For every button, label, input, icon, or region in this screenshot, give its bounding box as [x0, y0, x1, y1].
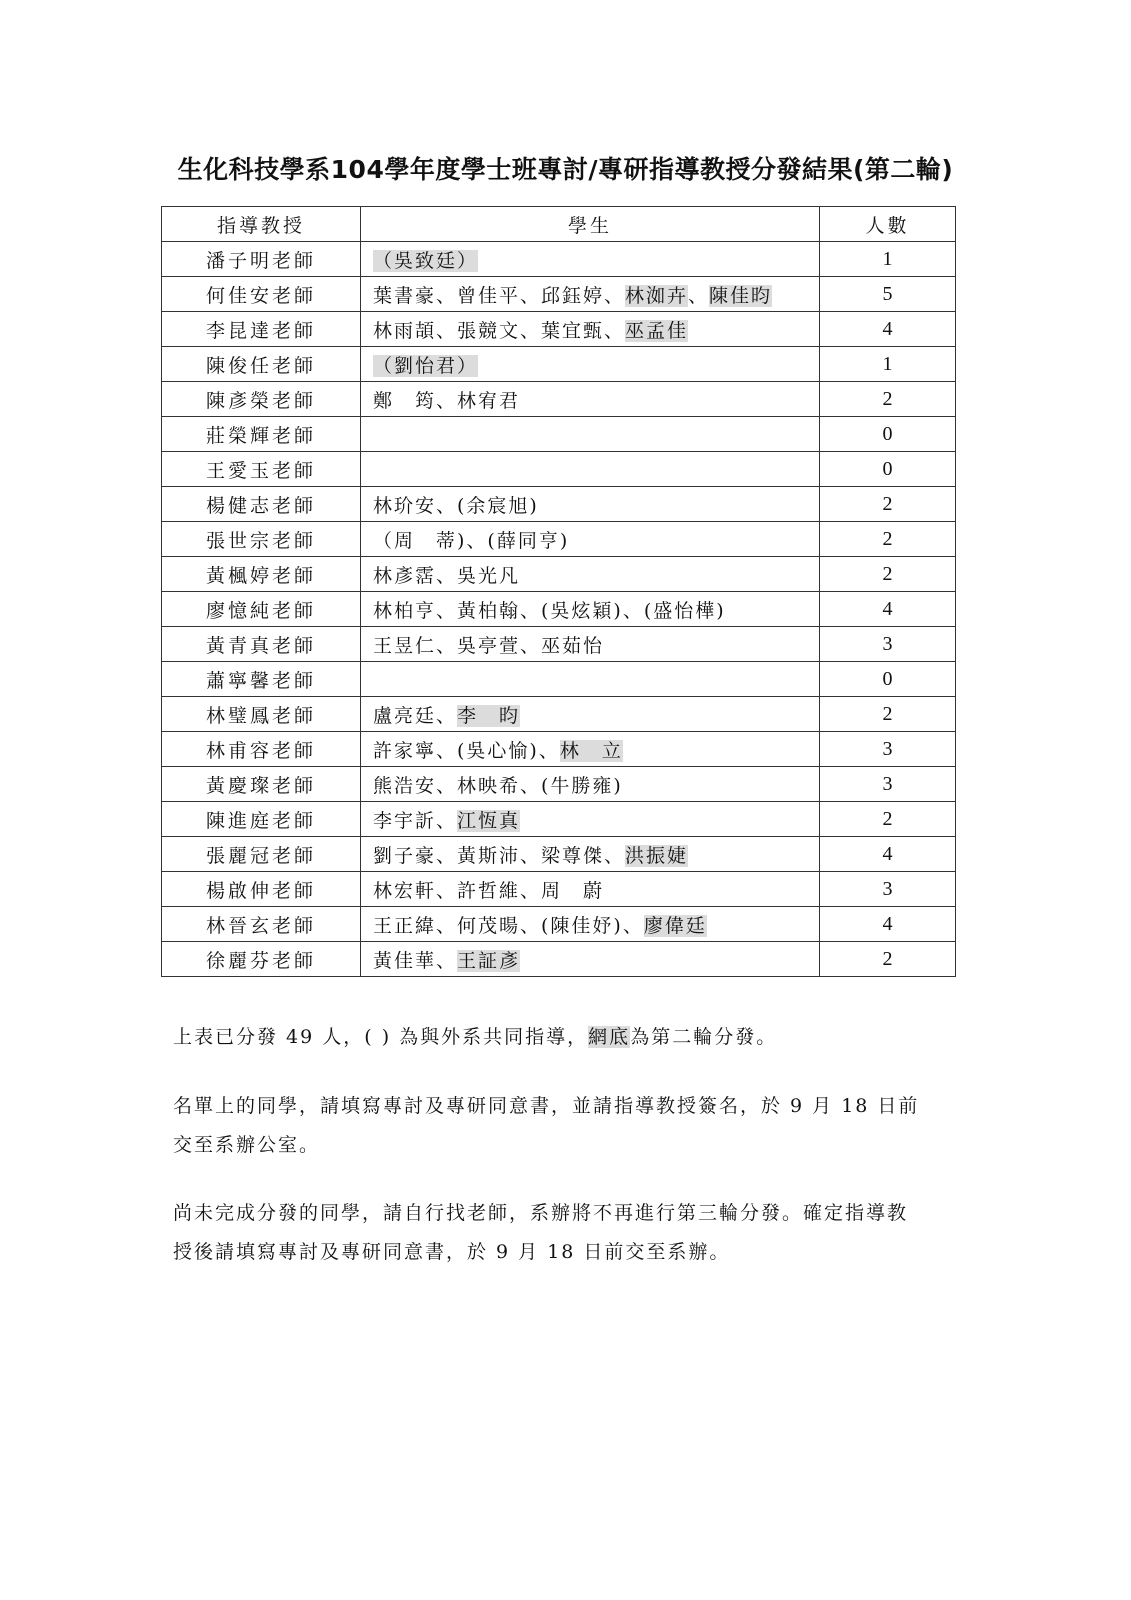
note-allocation-summary [173, 1018, 963, 1057]
student-count: 0 [820, 452, 956, 487]
header-students: 學生 [361, 207, 820, 242]
table-row [162, 382, 956, 417]
student-list [361, 452, 820, 487]
table-row [162, 312, 956, 347]
page-title: 生化科技學系104學年度學士班專討/專研指導教授分發結果(第二輪) [177, 155, 954, 184]
student-names: 李宇訢、 [373, 809, 458, 832]
note3-line1: 尚未完成分發的同學，請自行找老師，系辦將不再進行第三輪分發。確定指導教 [173, 1202, 909, 1224]
teacher-name: 林晉玄老師 [162, 907, 361, 942]
student-count: 2 [820, 382, 956, 417]
teacher-name: 莊榮輝老師 [162, 417, 361, 452]
student-name-highlighted: （劉怡君） [373, 354, 479, 377]
teacher-name: 黃青真老師 [162, 627, 361, 662]
student-names: 王正緯、何茂暘、(陳佳妤)、 [373, 914, 644, 937]
student-count: 2 [820, 557, 956, 592]
student-name-highlighted: 王証彥 [457, 949, 521, 972]
student-name-highlighted: 巫孟佳 [625, 319, 689, 342]
header-teacher: 指導教授 [162, 207, 361, 242]
student-names: 劉子豪、黃斯沛、梁尊傑、 [373, 844, 626, 867]
table-row [162, 837, 956, 872]
teacher-name: 張世宗老師 [162, 522, 361, 557]
table-row [162, 872, 956, 907]
student-list [361, 627, 820, 662]
table-row [162, 487, 956, 522]
student-names: 林宏軒、許哲維、周 蔚 [373, 879, 605, 902]
student-names: 許家寧、(吳心愉)、 [373, 739, 560, 762]
table-row [162, 417, 956, 452]
table-row [162, 767, 956, 802]
teacher-name: 林甫容老師 [162, 732, 361, 767]
student-count: 2 [820, 487, 956, 522]
student-count: 1 [820, 242, 956, 277]
table-row [162, 662, 956, 697]
student-count: 0 [820, 662, 956, 697]
teacher-name: 陳俊任老師 [162, 347, 361, 382]
table-row [162, 347, 956, 382]
table-row [162, 592, 956, 627]
student-name-highlighted: 江恆真 [457, 809, 521, 832]
student-count: 3 [820, 732, 956, 767]
table-row [162, 557, 956, 592]
student-list [361, 942, 820, 977]
student-list [361, 732, 820, 767]
teacher-name: 林璧鳳老師 [162, 697, 361, 732]
student-names: 黃佳華、 [373, 949, 458, 972]
table-body [162, 242, 956, 977]
student-name-highlighted: 林 立 [559, 739, 623, 762]
student-name-highlighted: 陳佳昀 [709, 284, 773, 307]
teacher-name: 楊健志老師 [162, 487, 361, 522]
student-name-highlighted: 廖偉廷 [643, 914, 707, 937]
student-list [361, 312, 820, 347]
table-row [162, 732, 956, 767]
table-row [162, 277, 956, 312]
student-names: 鄭 筠、林宥君 [373, 389, 521, 412]
student-count: 1 [820, 347, 956, 382]
student-list [361, 417, 820, 452]
student-name-highlighted: 林洳卉 [625, 284, 689, 307]
note2-line2: 交至系辦公室。 [173, 1134, 321, 1156]
student-names: 林雨頡、張競文、葉宜甄、 [373, 319, 626, 342]
teacher-name: 陳彥榮老師 [162, 382, 361, 417]
student-list [361, 767, 820, 802]
note-unassigned-students [173, 1194, 963, 1272]
table-row [162, 522, 956, 557]
student-list [361, 522, 820, 557]
student-names: 葉書豪、曾佳平、邱鈺婷、 [373, 284, 626, 307]
teacher-name: 潘子明老師 [162, 242, 361, 277]
student-name-highlighted: （吳致廷） [373, 249, 479, 272]
student-names: 王昱仁、吳亭萱、巫茹怡 [373, 634, 605, 657]
teacher-name: 蕭寧馨老師 [162, 662, 361, 697]
teacher-name: 黃慶璨老師 [162, 767, 361, 802]
table-row [162, 627, 956, 662]
teacher-name: 黃楓婷老師 [162, 557, 361, 592]
student-list [361, 382, 820, 417]
student-list [361, 872, 820, 907]
student-count: 5 [820, 277, 956, 312]
student-names: 林柏亨、黃柏翰、(吳炫穎)、(盛怡樺) [373, 599, 726, 622]
note2-line1: 名單上的同學，請填寫專討及專研同意書，並請指導教授簽名，於 9 月 18 日前 [173, 1095, 920, 1117]
student-names: 林彥霑、吳光凡 [373, 564, 521, 587]
student-count: 2 [820, 802, 956, 837]
header-count: 人數 [820, 207, 956, 242]
student-list [361, 662, 820, 697]
student-count: 2 [820, 942, 956, 977]
teacher-name: 何佳安老師 [162, 277, 361, 312]
teacher-name: 徐麗芬老師 [162, 942, 361, 977]
student-count: 2 [820, 522, 956, 557]
student-count: 4 [820, 837, 956, 872]
student-list [361, 347, 820, 382]
student-list [361, 242, 820, 277]
teacher-name: 張麗冠老師 [162, 837, 361, 872]
teacher-name: 廖憶純老師 [162, 592, 361, 627]
teacher-name: 王愛玉老師 [162, 452, 361, 487]
table-row [162, 697, 956, 732]
student-count: 4 [820, 592, 956, 627]
note1-text-b: 為第二輪分發。 [630, 1026, 778, 1048]
student-names: 盧亮廷、 [373, 704, 458, 727]
table-row [162, 802, 956, 837]
student-count: 4 [820, 907, 956, 942]
teacher-name: 李昆達老師 [162, 312, 361, 347]
student-list [361, 487, 820, 522]
student-count: 4 [820, 312, 956, 347]
student-count: 3 [820, 627, 956, 662]
student-list [361, 837, 820, 872]
student-count: 2 [820, 697, 956, 732]
student-list [361, 802, 820, 837]
student-names: 熊浩安、林映希、(牛勝雍) [373, 774, 623, 797]
student-list [361, 277, 820, 312]
student-name-highlighted: 洪振婕 [625, 844, 689, 867]
student-list [361, 907, 820, 942]
table-header-row [162, 207, 956, 242]
table-row [162, 942, 956, 977]
student-list [361, 592, 820, 627]
student-count: 3 [820, 767, 956, 802]
student-count: 3 [820, 872, 956, 907]
student-list [361, 557, 820, 592]
assignment-table [161, 206, 956, 977]
table-row [162, 242, 956, 277]
note1-highlight-word: 網底 [588, 1026, 631, 1048]
note3-line2: 授後請填寫專討及專研同意書，於 9 月 18 日前交至系辦。 [173, 1241, 731, 1263]
student-names: （周 蒂)、(薛同亨) [373, 529, 570, 552]
student-names: 林玠安、(余宸旭) [373, 494, 539, 517]
student-list [361, 697, 820, 732]
table-row [162, 452, 956, 487]
student-names: 、 [688, 284, 710, 307]
student-count: 0 [820, 417, 956, 452]
table-row [162, 907, 956, 942]
student-name-highlighted: 李 昀 [457, 704, 521, 727]
note-consent-form [173, 1087, 963, 1165]
note1-text-a: 上表已分發 49 人，( ) 為與外系共同指導， [173, 1026, 589, 1048]
teacher-name: 陳進庭老師 [162, 802, 361, 837]
teacher-name: 楊啟伸老師 [162, 872, 361, 907]
